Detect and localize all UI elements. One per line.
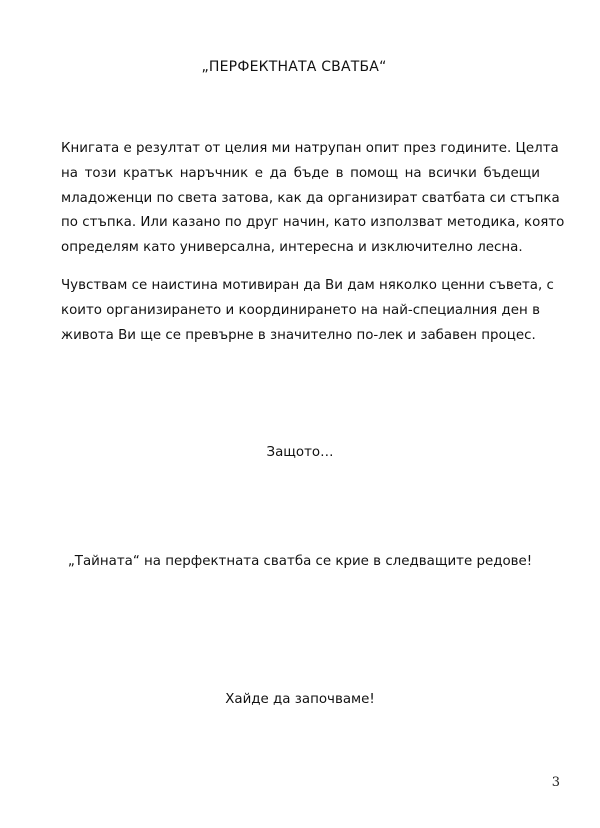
secret-line: „Тайната“ на перфектната сватба се крие в следващите редове! — [67, 554, 533, 569]
paragraph-line: Книгата е резултат от целия ми натрупан опит през годините. Целта — [61, 141, 559, 156]
paragraph-line: определям като универсална, интересна и изключително лесна. — [61, 240, 523, 256]
page-title-text: „ПЕРФЕКТНАТА СВАТБА“ — [201, 59, 387, 75]
why-line: Защото… — [266, 445, 334, 460]
motivation-paragraph — [61, 274, 554, 348]
page-title — [0, 57, 600, 77]
paragraph-line: младоженци по света затова, как да организират сватбата си стъпка — [61, 190, 560, 206]
start-line: Хайде да започваме! — [225, 692, 375, 707]
page-number: 3 — [551, 775, 560, 790]
paragraph-line: на този кратък наръчник е да бъде в помощ на всички бъдещи — [61, 165, 540, 181]
paragraph-line: които организирането и координирането на най-специалния ден в — [61, 302, 540, 318]
intro-paragraph — [61, 137, 565, 261]
paragraph-line: по стъпка. Или казано по друг начин, като използват методика, която — [61, 215, 565, 231]
paragraph-line: Чувствам се наистина мотивиран да Ви дам няколко ценни съвета, с — [61, 278, 554, 293]
paragraph-line: живота Ви ще се превърне в значително по-лек и забавен процес. — [61, 327, 536, 343]
